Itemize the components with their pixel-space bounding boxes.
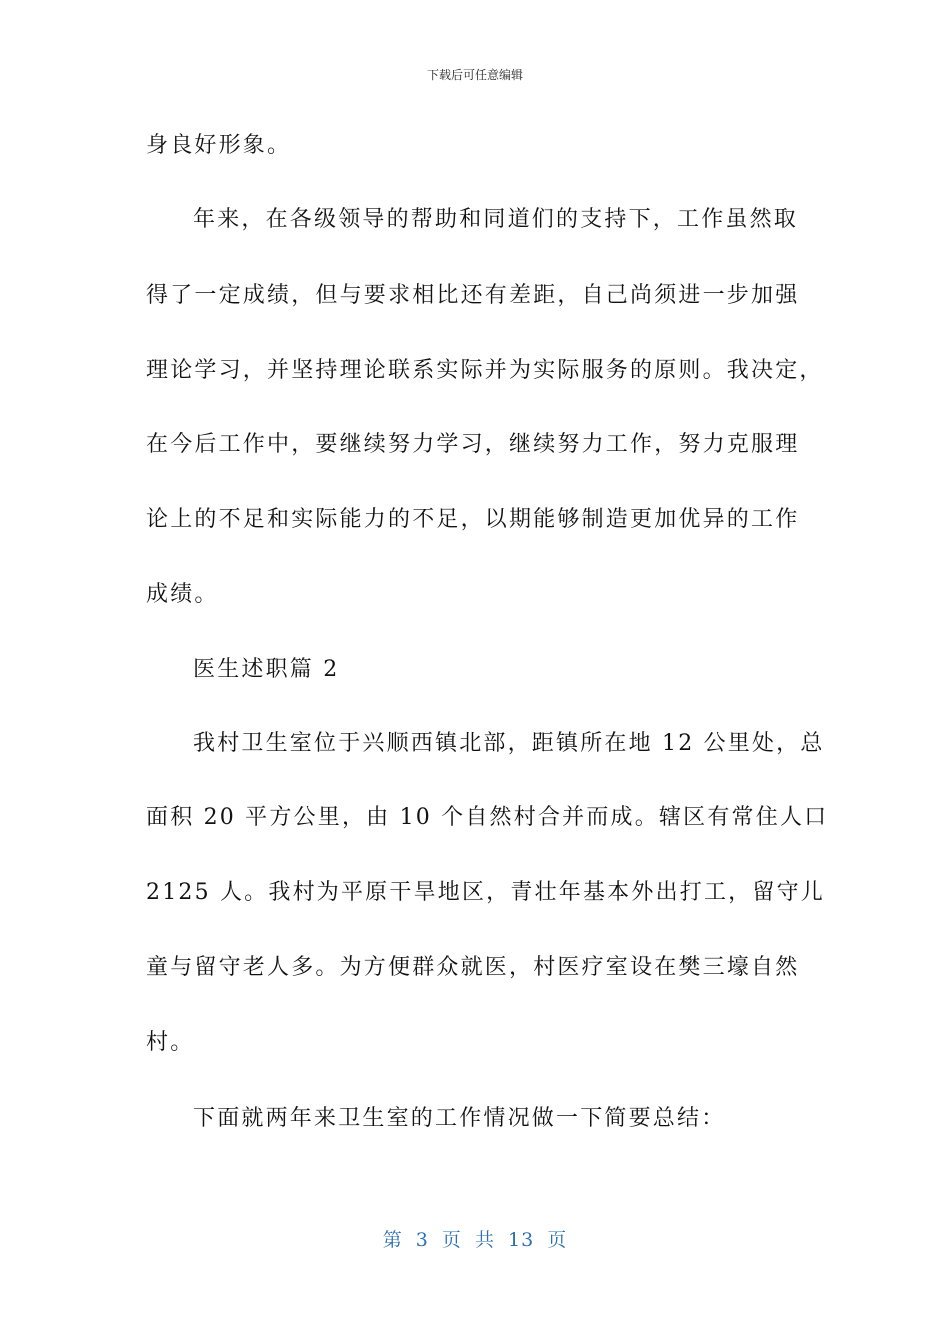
paragraph-line: 下面就两年来卫生室的工作情况做一下简要总结： bbox=[193, 1106, 726, 1131]
paragraph-line: 理论学习，并坚持理论联系实际并为实际服务的原则。我决定， bbox=[146, 358, 824, 383]
section-heading: 医生述职篇 2 bbox=[193, 657, 340, 682]
paragraph-line: 面积 20 平方公里，由 10 个自然村合并而成。辖区有常住人口 bbox=[146, 805, 829, 830]
paragraph-line: 得了一定成绩，但与要求相比还有差距，自己尚须进一步加强 bbox=[146, 283, 800, 308]
page-number-footer: 第 3 页 共 13 页 bbox=[382, 1229, 568, 1251]
paragraph-line: 童与留守老人多。为方便群众就医，村医疗室设在樊三壕自然 bbox=[146, 955, 800, 980]
page-header-note: 下载后可任意编辑 bbox=[426, 68, 523, 82]
paragraph-line: 我村卫生室位于兴顺西镇北部，距镇所在地 12 公里处，总 bbox=[193, 731, 825, 756]
paragraph-line: 年来，在各级领导的帮助和同道们的支持下，工作虽然取 bbox=[193, 207, 799, 232]
paragraph-line: 2125 人。我村为平原干旱地区，青壮年基本外出打工，留守儿 bbox=[146, 880, 825, 905]
paragraph-line: 论上的不足和实际能力的不足，以期能够制造更加优异的工作 bbox=[146, 507, 800, 532]
paragraph-line: 成绩。 bbox=[146, 582, 219, 607]
paragraph-line: 身良好形象。 bbox=[146, 133, 292, 158]
paragraph-line: 在今后工作中，要继续努力学习，继续努力工作，努力克服理 bbox=[146, 432, 800, 457]
paragraph-line: 村。 bbox=[146, 1030, 195, 1055]
